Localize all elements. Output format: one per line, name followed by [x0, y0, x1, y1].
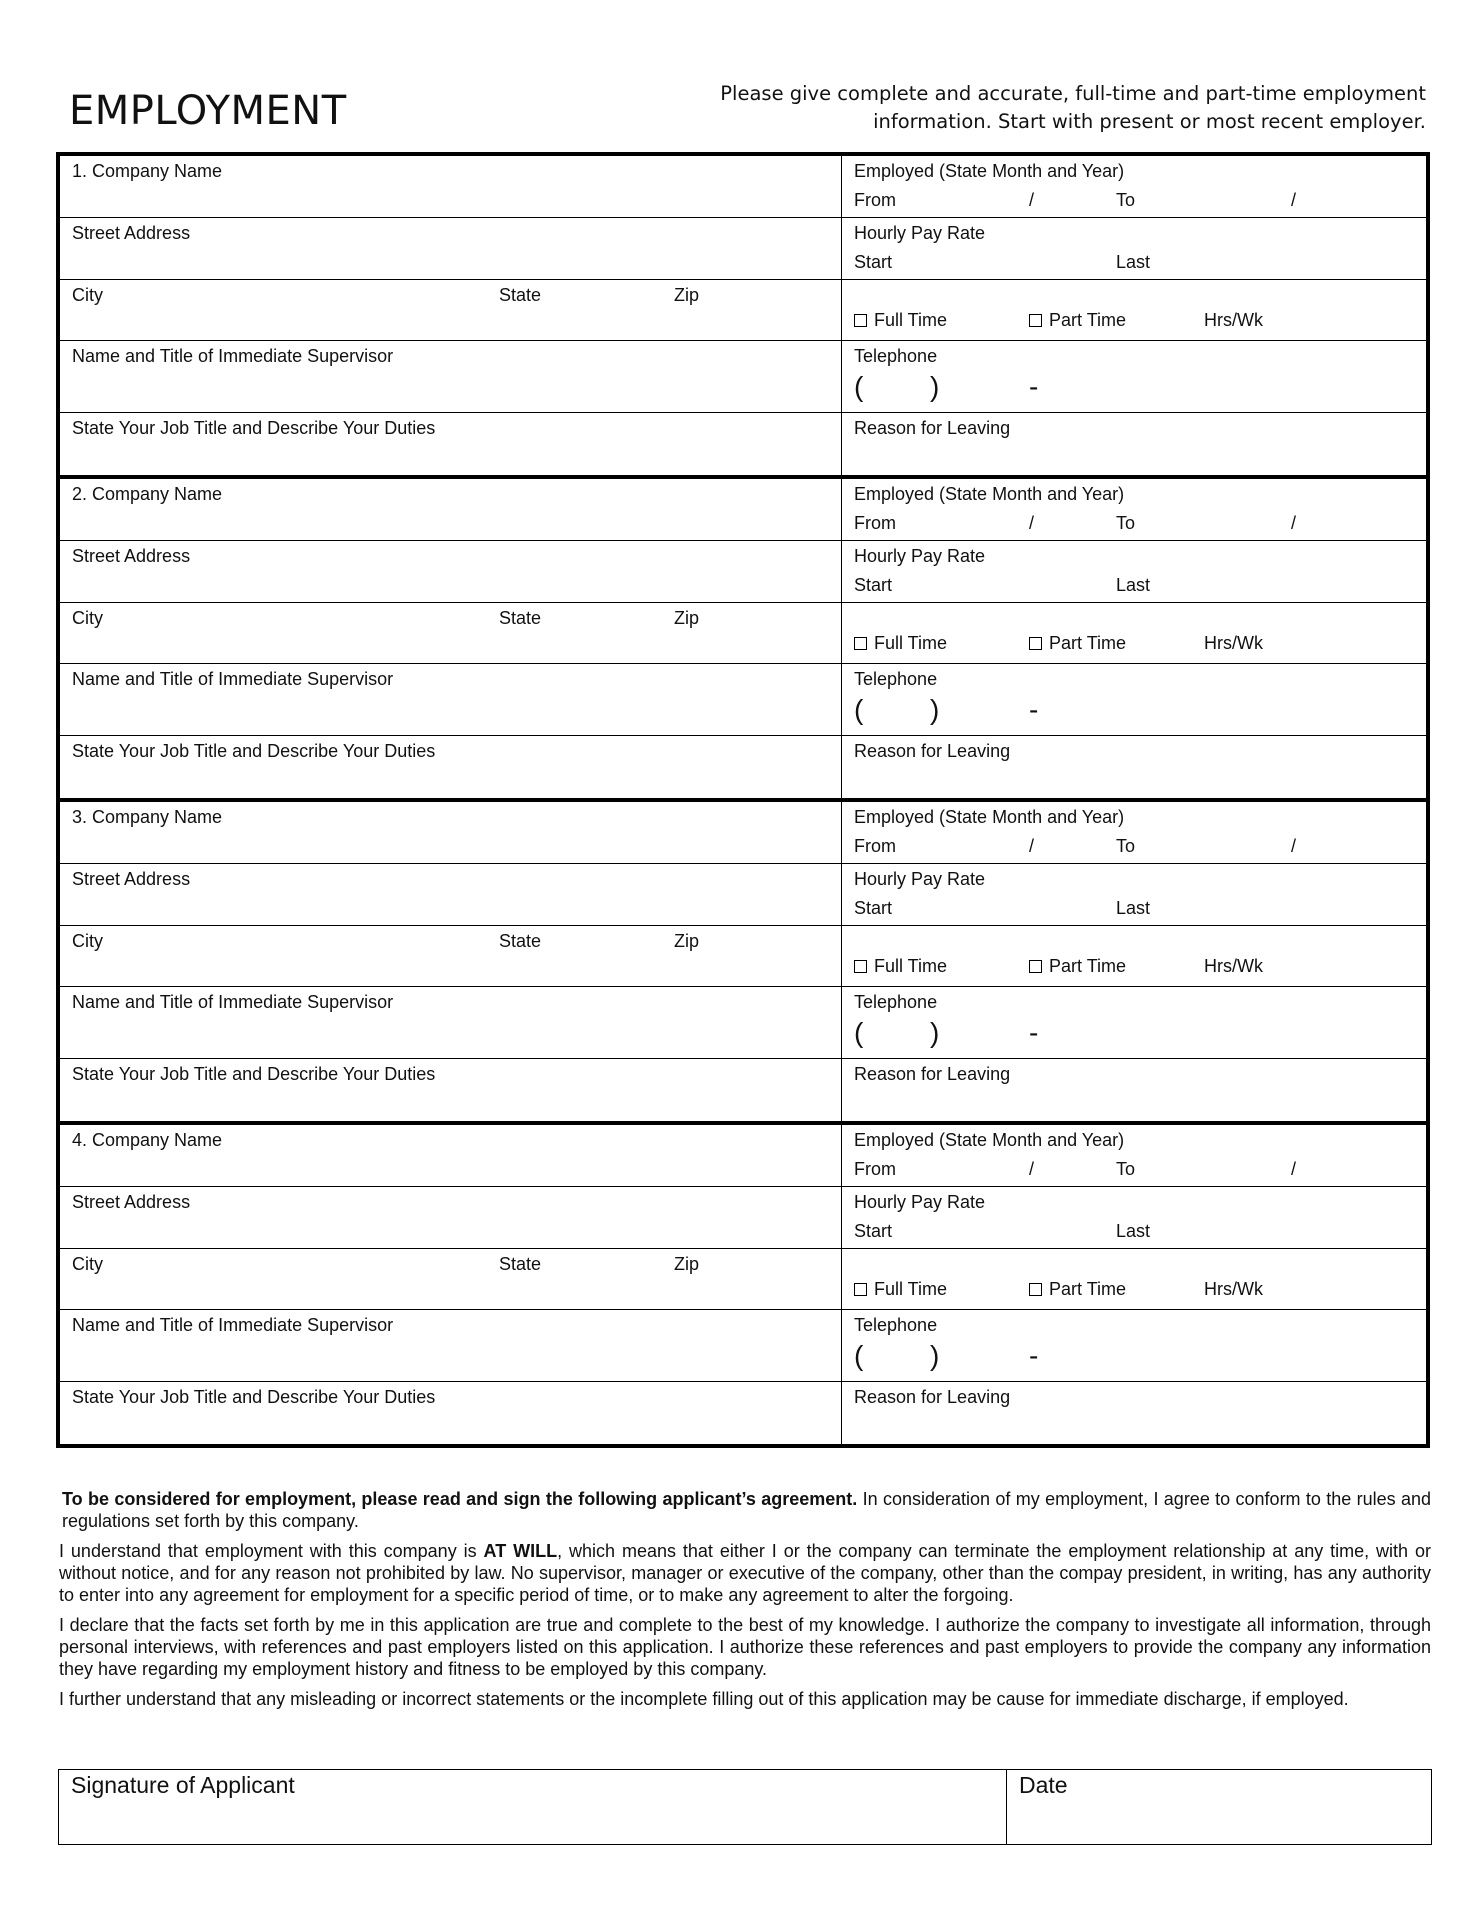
agreement-paragraph-1: [62, 1488, 1431, 1532]
city-state-zip-field[interactable]: [60, 603, 842, 664]
phone-dash: -: [1029, 694, 1039, 725]
employer-entry: [56, 798, 1430, 1121]
reason-leaving-label: Reason for Leaving: [854, 1387, 1011, 1407]
full-time-option[interactable]: Full Time: [854, 956, 947, 977]
supervisor-label: Name and Title of Immediate Supervisor: [72, 346, 394, 366]
hourly-pay-label: Hourly Pay Rate: [854, 546, 986, 566]
at-will-text: AT WILL: [483, 1541, 558, 1561]
employed-dates-field[interactable]: [842, 479, 1426, 541]
instructions-text: Please give complete and accurate, full-time and part-time employment information. Start with present or most recent employer.: [720, 82, 1426, 133]
part-time-checkbox[interactable]: [1029, 314, 1042, 327]
zip-label: Zip: [674, 1254, 700, 1274]
state-label: State: [499, 1254, 542, 1274]
work-schedule-field: [842, 1249, 1426, 1310]
telephone-label: Telephone: [854, 1315, 938, 1335]
hrs-wk-label: Hrs/Wk: [1204, 633, 1263, 653]
from-slash: /: [1029, 190, 1035, 210]
company-name-field[interactable]: [60, 1125, 842, 1187]
employed-label: Employed (State Month and Year): [854, 484, 1125, 504]
from-label: From: [854, 190, 896, 210]
supervisor-field[interactable]: [60, 664, 842, 736]
phone-paren-close: ): [930, 694, 940, 725]
phone-paren-open: (: [854, 694, 864, 725]
job-title-duties-field[interactable]: [60, 1382, 842, 1444]
date-field[interactable]: [1007, 1770, 1431, 1844]
telephone-field[interactable]: [842, 341, 1426, 413]
agreement-paragraph-2: I understand that employment with this company is AT WILL, which means that either I or the company can terminate the employment relationship at any time, with or without notice, and for any reason not prohibited by law. No supervisor, manager or executive of the company, other than the compay president, in writing, has any authority to enter into any agreement for employment for a specific period of time, or to make any agreement to alter the forgoing.: [59, 1541, 1431, 1605]
employed-label: Employed (State Month and Year): [854, 807, 1125, 827]
reason-leaving-field[interactable]: [842, 736, 1426, 798]
page-title: EMPLOYMENT: [69, 88, 347, 134]
full-time-option[interactable]: Full Time: [854, 1279, 947, 1300]
city-label: City: [72, 1254, 103, 1274]
state-label: State: [499, 285, 542, 305]
agreement-intro: In consideration of my employment, I agree to conform to the rules and regulations set forth by this company.: [62, 1489, 1432, 1531]
state-label: State: [499, 931, 542, 951]
company-name-field[interactable]: [60, 479, 842, 541]
employed-dates-field[interactable]: [842, 1125, 1426, 1187]
phone-paren-close: ): [930, 1017, 940, 1048]
phone-paren-open: (: [854, 1340, 864, 1371]
reason-leaving-label: Reason for Leaving: [854, 418, 1011, 438]
company-name-field[interactable]: [60, 802, 842, 864]
from-label: From: [854, 513, 896, 533]
street-address-field[interactable]: [60, 218, 842, 280]
street-address-field[interactable]: [60, 541, 842, 603]
employer-entry: [56, 152, 1430, 475]
agreement-heading: To be considered for employment, please read and sign the following applicant’s agreement.: [62, 1489, 858, 1509]
work-schedule-field: [842, 926, 1426, 987]
city-label: City: [72, 285, 103, 305]
hourly-pay-field[interactable]: [842, 864, 1426, 926]
reason-leaving-field[interactable]: [842, 413, 1426, 475]
street-address-label: Street Address: [72, 546, 191, 566]
to-label: To: [1116, 836, 1136, 856]
signature-field[interactable]: [59, 1770, 1007, 1844]
city-label: City: [72, 608, 103, 628]
telephone-field[interactable]: [842, 987, 1426, 1059]
city-label: City: [72, 931, 103, 951]
telephone-field[interactable]: [842, 664, 1426, 736]
reason-leaving-field[interactable]: [842, 1059, 1426, 1121]
company-name-label: 4. Company Name: [72, 1130, 223, 1150]
hrs-wk-label: Hrs/Wk: [1204, 1279, 1263, 1299]
supervisor-field[interactable]: [60, 1310, 842, 1382]
supervisor-label: Name and Title of Immediate Supervisor: [72, 992, 394, 1012]
reason-leaving-label: Reason for Leaving: [854, 1064, 1011, 1084]
hourly-pay-field[interactable]: [842, 1187, 1426, 1249]
part-time-checkbox[interactable]: [1029, 1283, 1042, 1296]
company-name-field[interactable]: [60, 156, 842, 218]
date-label: Date: [1019, 1772, 1068, 1798]
supervisor-field[interactable]: [60, 341, 842, 413]
work-schedule-field: [842, 280, 1426, 341]
job-title-label: State Your Job Title and Describe Your Duties: [72, 741, 436, 761]
job-title-label: State Your Job Title and Describe Your Duties: [72, 418, 436, 438]
phone-dash: -: [1029, 1017, 1039, 1048]
to-slash: /: [1291, 1159, 1297, 1179]
employed-dates-field[interactable]: [842, 156, 1426, 218]
employed-dates-field[interactable]: [842, 802, 1426, 864]
telephone-label: Telephone: [854, 992, 938, 1012]
phone-paren-open: (: [854, 1017, 864, 1048]
employed-label: Employed (State Month and Year): [854, 1130, 1125, 1150]
job-title-duties-field[interactable]: [60, 413, 842, 475]
hourly-pay-field[interactable]: [842, 541, 1426, 603]
telephone-field[interactable]: [842, 1310, 1426, 1382]
supervisor-field[interactable]: [60, 987, 842, 1059]
supervisor-label: Name and Title of Immediate Supervisor: [72, 1315, 394, 1335]
work-schedule-field: [842, 603, 1426, 664]
last-label: Last: [1116, 898, 1151, 918]
phone-paren-close: ): [930, 371, 940, 402]
telephone-label: Telephone: [854, 669, 938, 689]
zip-label: Zip: [674, 608, 700, 628]
street-address-label: Street Address: [72, 223, 191, 243]
hrs-wk-label: Hrs/Wk: [1204, 956, 1263, 976]
agreement-paragraph-4: I further understand that any misleading or incorrect statements or the incomplete filling out of this application may be cause for immediate discharge, if employed.: [59, 1689, 1349, 1709]
employment-history-table: [56, 152, 1430, 1448]
telephone-label: Telephone: [854, 346, 938, 366]
from-label: From: [854, 836, 896, 856]
hourly-pay-label: Hourly Pay Rate: [854, 1192, 986, 1212]
full-time-checkbox[interactable]: [854, 637, 867, 650]
company-name-label: 1. Company Name: [72, 161, 223, 181]
city-state-zip-field[interactable]: [60, 280, 842, 341]
street-address-field[interactable]: [60, 864, 842, 926]
full-time-checkbox[interactable]: [854, 960, 867, 973]
full-time-checkbox[interactable]: [854, 1283, 867, 1296]
hourly-pay-label: Hourly Pay Rate: [854, 223, 986, 243]
hrs-wk-label: Hrs/Wk: [1204, 310, 1263, 330]
part-time-checkbox[interactable]: [1029, 960, 1042, 973]
phone-paren-open: (: [854, 371, 864, 402]
to-slash: /: [1291, 190, 1297, 210]
last-label: Last: [1116, 1221, 1151, 1241]
phone-paren-close: ): [930, 1340, 940, 1371]
to-label: To: [1116, 1159, 1136, 1179]
state-label: State: [499, 608, 542, 628]
part-time-checkbox[interactable]: [1029, 637, 1042, 650]
signature-block: [58, 1769, 1432, 1845]
from-slash: /: [1029, 1159, 1035, 1179]
hourly-pay-field[interactable]: [842, 218, 1426, 280]
from-slash: /: [1029, 836, 1035, 856]
reason-leaving-label: Reason for Leaving: [854, 741, 1011, 761]
employer-entry: [56, 1121, 1430, 1448]
city-state-zip-field[interactable]: [60, 1249, 842, 1310]
to-label: To: [1116, 190, 1136, 210]
from-label: From: [854, 1159, 896, 1179]
part-time-option[interactable]: Part Time: [1029, 956, 1126, 977]
to-label: To: [1116, 513, 1136, 533]
supervisor-label: Name and Title of Immediate Supervisor: [72, 669, 394, 689]
street-address-field[interactable]: [60, 1187, 842, 1249]
street-address-label: Street Address: [72, 869, 191, 889]
job-title-duties-field[interactable]: [60, 736, 842, 798]
employed-label: Employed (State Month and Year): [854, 161, 1125, 181]
part-time-option[interactable]: Part Time: [1029, 310, 1126, 331]
phone-dash: -: [1029, 371, 1039, 402]
job-title-label: State Your Job Title and Describe Your Duties: [72, 1387, 436, 1407]
part-time-option[interactable]: Part Time: [1029, 1279, 1126, 1300]
start-label: Start: [854, 252, 893, 272]
applicant-agreement: [59, 1488, 1431, 1718]
to-slash: /: [1291, 513, 1297, 533]
start-label: Start: [854, 1221, 893, 1241]
company-name-label: 3. Company Name: [72, 807, 223, 827]
from-slash: /: [1029, 513, 1035, 533]
job-title-label: State Your Job Title and Describe Your Duties: [72, 1064, 436, 1084]
agreement-paragraph-3: I declare that the facts set forth by me in this application are true and complete to the best of my knowledge. I authorize the company to investigate all information, through personal interviews, with references and past employers listed on this application. I authorize these references and past employers to provide the company any information they have regarding my employment history and fitness to be employed by this company.: [59, 1615, 1431, 1679]
start-label: Start: [854, 898, 893, 918]
reason-leaving-field[interactable]: [842, 1382, 1426, 1444]
last-label: Last: [1116, 252, 1151, 272]
employer-entry: [56, 475, 1430, 798]
start-label: Start: [854, 575, 893, 595]
zip-label: Zip: [674, 931, 700, 951]
to-slash: /: [1291, 836, 1297, 856]
last-label: Last: [1116, 575, 1151, 595]
signature-label: Signature of Applicant: [71, 1772, 295, 1798]
hourly-pay-label: Hourly Pay Rate: [854, 869, 986, 889]
job-title-duties-field[interactable]: [60, 1059, 842, 1121]
full-time-option[interactable]: Full Time: [854, 633, 947, 654]
full-time-option[interactable]: Full Time: [854, 310, 947, 331]
city-state-zip-field[interactable]: [60, 926, 842, 987]
zip-label: Zip: [674, 285, 700, 305]
full-time-checkbox[interactable]: [854, 314, 867, 327]
company-name-label: 2. Company Name: [72, 484, 223, 504]
part-time-option[interactable]: Part Time: [1029, 633, 1126, 654]
phone-dash: -: [1029, 1340, 1039, 1371]
street-address-label: Street Address: [72, 1192, 191, 1212]
